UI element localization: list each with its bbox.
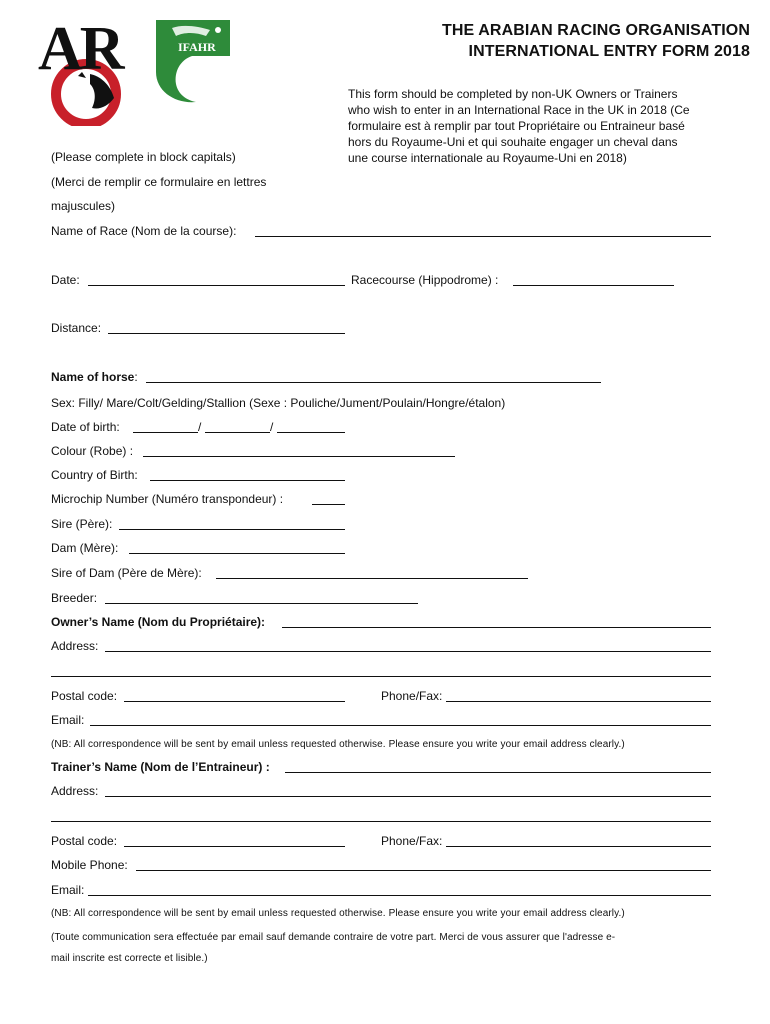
intro-line: formulaire est à remplir par tout Propriétaire ou Entraineur basé — [348, 119, 685, 133]
country-label: Country of Birth: — [51, 468, 138, 482]
instruction-french-2: majuscules) — [51, 199, 116, 213]
french-note-line1: (Toute communication sera effectuée par email sauf demande contraire de votre part. Merci de vous assurer que l'adresse e- — [51, 932, 616, 943]
owner-name-label: Owner’s Name (Nom du Propriétaire): — [51, 615, 266, 629]
owner-postal-label: Postal code: — [51, 689, 118, 703]
owner-phone-label: Phone/Fax: — [381, 689, 443, 703]
instruction-french-1: (Merci de remplir ce formulaire en lettres — [51, 175, 267, 189]
sex-label: Sex: Filly/ Mare/Colt/Gelding/Stallion (Sexe : Pouliche/Jument/Poulain/Hongre/étalon) — [51, 396, 506, 410]
dob-day-field[interactable] — [133, 432, 198, 433]
dob-separator: / — [270, 420, 274, 434]
distance-field[interactable] — [108, 333, 345, 334]
ar-logo-letters: AR — [38, 15, 122, 83]
ar-logo — [30, 14, 134, 126]
form-title-line1: THE ARABIAN RACING ORGANISATION — [442, 22, 750, 39]
horse-name-field[interactable] — [146, 382, 601, 383]
horse-name-colon: : — [134, 370, 138, 384]
microchip-field[interactable] — [312, 504, 345, 505]
owner-email-label: Email: — [51, 713, 85, 727]
intro-line: une course internationale au Royaume-Uni en 2018) — [348, 151, 627, 165]
breeder-label: Breeder: — [51, 591, 98, 605]
sire-of-dam-field[interactable] — [216, 578, 528, 579]
intro-line: This form should be completed by non-UK Owners or Trainers — [348, 87, 678, 101]
trainer-address-field[interactable] — [105, 796, 711, 797]
trainer-address-field-2[interactable] — [51, 821, 711, 822]
race-name-label: Name of Race (Nom de la course): — [51, 224, 237, 238]
trainer-mobile-field[interactable] — [136, 870, 711, 871]
dob-separator: / — [198, 420, 202, 434]
trainer-email-field[interactable] — [88, 895, 711, 896]
trainer-mobile-label: Mobile Phone: — [51, 858, 128, 872]
country-field[interactable] — [150, 480, 345, 481]
trainer-name-label: Trainer’s Name (Nom de l’Entraineur) : — [51, 760, 270, 774]
racecourse-field[interactable] — [513, 285, 674, 286]
race-name-field[interactable] — [255, 236, 711, 237]
trainer-email-label: Email: — [51, 883, 85, 897]
trainer-postal-field[interactable] — [124, 846, 345, 847]
trainer-name-field[interactable] — [285, 772, 711, 773]
racecourse-label: Racecourse (Hippodrome) : — [351, 273, 499, 287]
dam-label: Dam (Mère): — [51, 541, 119, 555]
intro-line: hors du Royaume-Uni et qui souhaite engager un cheval dans — [348, 135, 678, 149]
dob-year-field[interactable] — [277, 432, 345, 433]
ifahr-logo-text: IFAHR — [178, 40, 216, 54]
sire-of-dam-label: Sire of Dam (Père de Mère): — [51, 566, 202, 580]
date-label: Date: — [51, 273, 80, 287]
microchip-label: Microchip Number (Numéro transpondeur) : — [51, 492, 284, 506]
owner-email-field[interactable] — [90, 725, 711, 726]
trainer-email-note: (NB: All correspondence will be sent by email unless requested otherwise. Please ensure you write your email address clearly.) — [51, 908, 625, 919]
trainer-postal-label: Postal code: — [51, 834, 118, 848]
dob-label: Date of birth: — [51, 420, 120, 434]
ifahr-logo-graphic — [152, 20, 230, 104]
owner-phone-field[interactable] — [446, 701, 711, 702]
horse-name-label — [51, 370, 138, 384]
intro-paragraph — [348, 86, 748, 166]
breeder-field[interactable] — [105, 603, 418, 604]
sire-label: Sire (Père): — [51, 517, 113, 531]
owner-name-field[interactable] — [282, 627, 711, 628]
dam-field[interactable] — [129, 553, 345, 554]
colour-field[interactable] — [143, 456, 455, 457]
owner-address-label: Address: — [51, 639, 99, 653]
trainer-phone-label: Phone/Fax: — [381, 834, 443, 848]
colour-label: Colour (Robe) : — [51, 444, 134, 458]
ifahr-logo — [152, 20, 230, 104]
trainer-phone-field[interactable] — [446, 846, 711, 847]
intro-line: who wish to enter in an International Race in the UK in 2018 (Ce — [348, 103, 690, 117]
distance-label: Distance: — [51, 321, 102, 335]
owner-email-note: (NB: All correspondence will be sent by email unless requested otherwise. Please ensure you write your email address clearly.) — [51, 739, 625, 750]
horse-name-label-text: Name of horse — [51, 370, 135, 384]
dob-month-field[interactable] — [205, 432, 270, 433]
sire-field[interactable] — [119, 529, 345, 530]
owner-address-field[interactable] — [105, 651, 711, 652]
owner-postal-field[interactable] — [124, 701, 345, 702]
trainer-address-label: Address: — [51, 784, 99, 798]
owner-address-field-2[interactable] — [51, 676, 711, 677]
form-title — [330, 20, 750, 62]
french-note-line2: mail inscrite est correcte et lisible.) — [51, 953, 208, 964]
instruction-block-capitals: (Please complete in block capitals) — [51, 150, 236, 164]
form-title-line2: INTERNATIONAL ENTRY FORM 2018 — [468, 43, 750, 60]
date-field[interactable] — [88, 285, 345, 286]
